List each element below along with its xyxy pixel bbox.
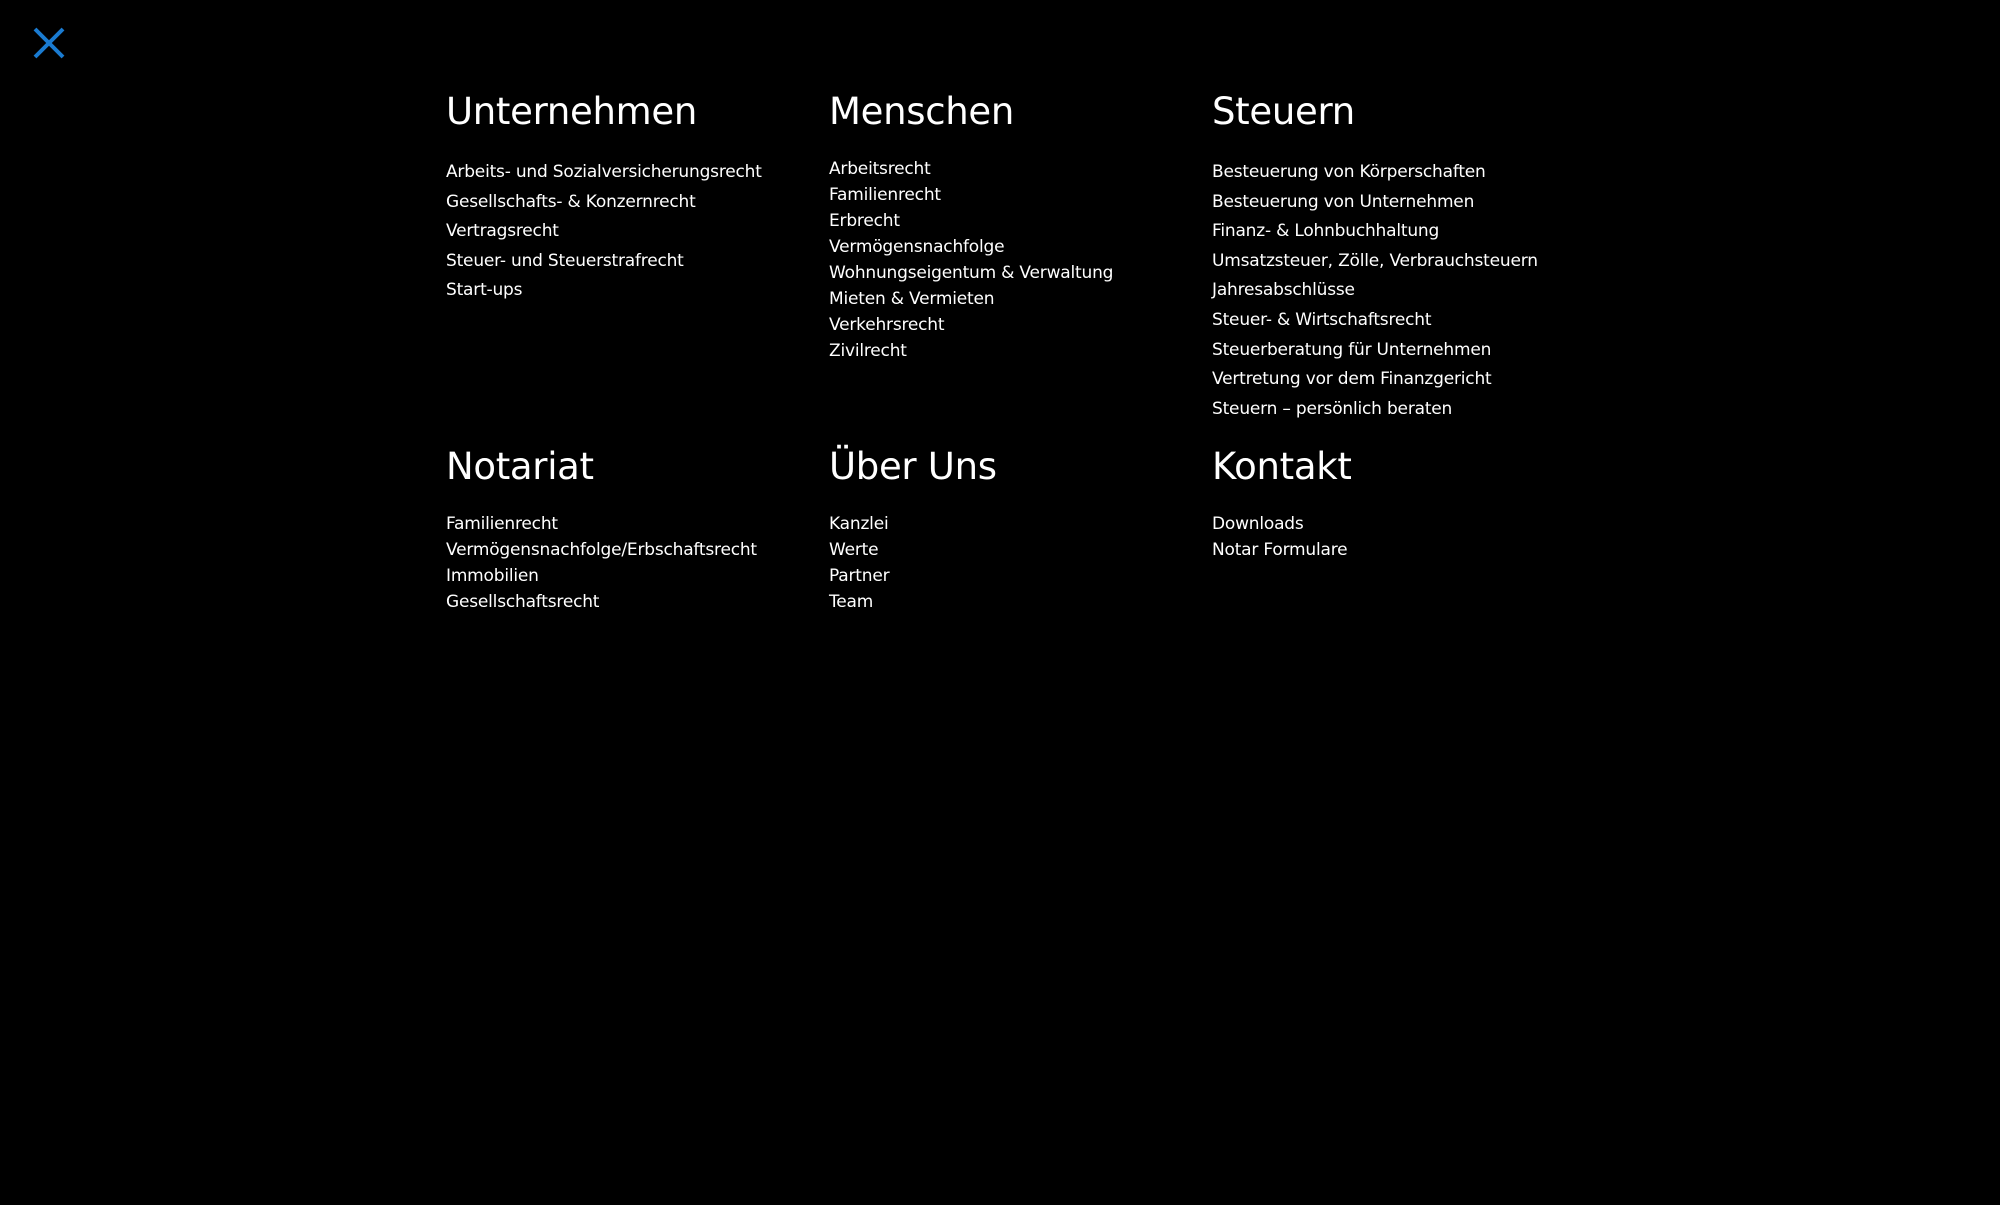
menu-link[interactable]: Steuer- und Steuerstrafrecht — [446, 250, 684, 271]
menu-link[interactable]: Finanz- & Lohnbuchhaltung — [1212, 221, 1440, 242]
section-links — [446, 158, 829, 306]
menu-link[interactable]: Downloads — [1212, 514, 1304, 534]
close-icon — [30, 24, 68, 62]
menu-link[interactable]: Jahresabschlüsse — [1212, 280, 1355, 301]
menu-link[interactable]: Erbrecht — [829, 211, 900, 231]
section-title: Steuern — [1212, 90, 1355, 133]
section-links — [1212, 511, 1586, 563]
menu-link[interactable]: Gesellschaftsrecht — [446, 592, 600, 612]
menu-link[interactable]: Arbeits- und Sozialversicherungsrecht — [446, 162, 762, 182]
menu-link[interactable]: Besteuerung von Körperschaften — [1212, 162, 1486, 182]
section-notariat — [446, 443, 829, 615]
section-kontakt — [1212, 443, 1586, 615]
menu-link[interactable]: Umsatzsteuer, Zölle, Verbrauchsteuern — [1212, 250, 1538, 271]
menu-link[interactable]: Vertragsrecht — [446, 221, 559, 242]
menu-link[interactable]: Mieten & Vermieten — [829, 289, 995, 309]
section-title: Über Uns — [829, 445, 997, 488]
menu-link[interactable]: Team — [829, 592, 874, 612]
menu-link[interactable]: Familienrecht — [446, 514, 558, 534]
menu-link[interactable]: Steuerberatung für Unternehmen — [1212, 339, 1492, 360]
menu-link[interactable]: Vermögensnachfolge/Erbschaftsrecht — [446, 540, 757, 560]
menu-link[interactable]: Vermögensnachfolge — [829, 237, 1005, 257]
section-links — [829, 156, 1212, 364]
section-unternehmen — [446, 88, 829, 443]
section-title: Notariat — [446, 445, 594, 488]
section-links — [829, 511, 1212, 615]
menu-link[interactable]: Steuern – persönlich beraten — [1212, 398, 1453, 419]
menu-link[interactable]: Verkehrsrecht — [829, 315, 945, 335]
section-title: Kontakt — [1212, 445, 1352, 488]
section-title: Menschen — [829, 90, 1015, 133]
menu-link[interactable]: Besteuerung von Unternehmen — [1212, 191, 1475, 212]
menu-link[interactable]: Werte — [829, 540, 879, 560]
section-menschen — [829, 88, 1212, 443]
menu-link[interactable]: Arbeitsrecht — [829, 159, 931, 179]
menu-link[interactable]: Partner — [829, 566, 890, 586]
menu-link[interactable]: Wohnungseigentum & Verwaltung — [829, 263, 1114, 283]
section-links — [1212, 158, 1586, 424]
close-button[interactable] — [30, 24, 68, 62]
section-title: Unternehmen — [446, 90, 697, 133]
section-steuern — [1212, 88, 1586, 443]
section-ueber-uns — [829, 443, 1212, 615]
section-links — [446, 511, 829, 615]
mega-menu — [446, 88, 1586, 615]
menu-link[interactable]: Vertretung vor dem Finanzgericht — [1212, 369, 1492, 390]
menu-link[interactable]: Notar Formulare — [1212, 540, 1348, 560]
menu-link[interactable]: Zivilrecht — [829, 341, 907, 361]
menu-link[interactable]: Start-ups — [446, 280, 523, 301]
menu-link[interactable]: Familienrecht — [829, 185, 941, 205]
menu-link[interactable]: Gesellschafts- & Konzernrecht — [446, 191, 696, 212]
menu-link[interactable]: Steuer- & Wirtschaftsrecht — [1212, 309, 1432, 330]
menu-link[interactable]: Immobilien — [446, 566, 539, 586]
menu-link[interactable]: Kanzlei — [829, 514, 889, 534]
